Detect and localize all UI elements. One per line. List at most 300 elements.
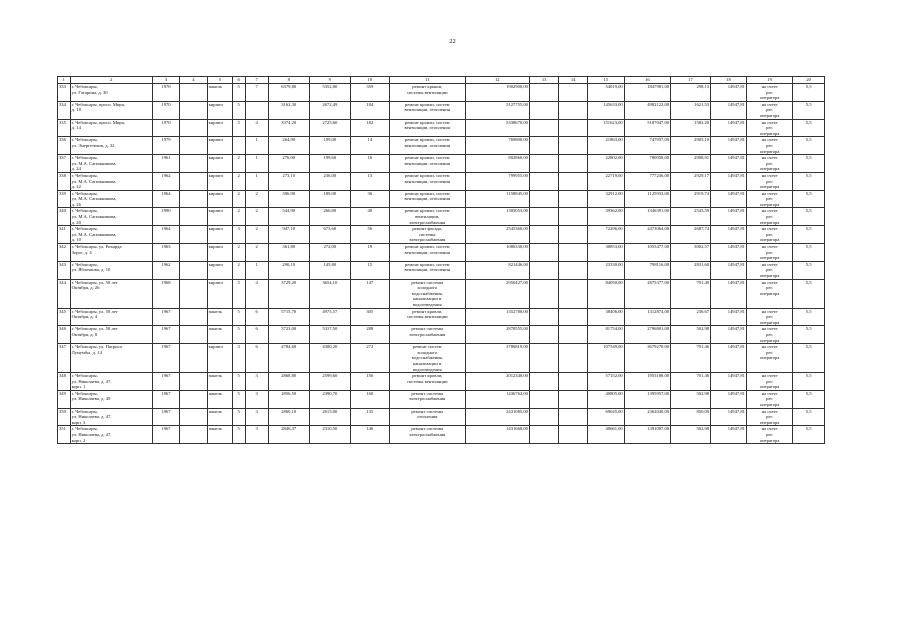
residents-cell: 182 (350, 119, 389, 137)
row-number: 340 (58, 208, 71, 226)
priority-cell: 5,5 (793, 172, 825, 190)
budget-cell (559, 261, 587, 279)
fund-method-cell: на счете рег. оператора (746, 279, 792, 308)
wall-material-cell: кирпич (207, 279, 232, 308)
address-cell: г. Чебоксары, ул. М.А. Сапожникова, д. 20 (70, 208, 152, 226)
budget-cell (559, 84, 587, 102)
year-cell: 1962 (152, 172, 179, 190)
unit-cost-cell: 3002,57 (671, 244, 711, 262)
page-number: 22 (449, 38, 456, 45)
year-cell: 1963 (152, 244, 179, 262)
residents-cell: 56 (350, 226, 389, 244)
column-number: 19 (746, 77, 792, 84)
work-type-cell: ремонт системы отопления (389, 408, 465, 426)
unit-cost-cell: 2831,60 (671, 261, 711, 279)
year-cell: 1962 (152, 261, 179, 279)
column-number: 8 (268, 77, 309, 84)
row-number: 334 (58, 101, 71, 119)
entrances-cell: 6 (245, 344, 268, 373)
owners-funds-cell: 1125933,00 (624, 190, 670, 208)
fund-method-cell: на счете рег. оператора (746, 326, 792, 344)
column-number: 1 (58, 77, 71, 84)
fund-method-cell: на счете рег. оператора (746, 244, 792, 262)
total-area-cell: 4784,60 (268, 344, 309, 373)
floors-cell: 2 (232, 208, 245, 226)
residents-cell: 305 (350, 308, 389, 326)
work-type-cell: ремонт кровли, системы вентиляции (389, 308, 465, 326)
budget-cell (529, 137, 559, 155)
table-row (58, 190, 825, 208)
year-modernized-cell (180, 190, 207, 208)
budget-cell (559, 119, 587, 137)
table-row (58, 155, 825, 173)
fund-method-cell: на счете рег. оператора (746, 408, 792, 426)
column-number: 14 (559, 77, 587, 84)
entrances-cell: 3 (245, 373, 268, 391)
work-type-cell: ремонт кровли, систем вентиляции, отопления (389, 155, 465, 173)
budget-cell (559, 408, 587, 426)
max-cost-cell: 14947,81 (711, 190, 747, 208)
owners-funds-cell: 1391007,00 (624, 426, 670, 444)
column-number: 3 (152, 77, 179, 84)
floors-cell: 2 (232, 261, 245, 279)
payment-cell: 40805,00 (587, 390, 624, 408)
table-row (58, 344, 825, 373)
total-area-cell: 2856,50 (268, 390, 309, 408)
work-type-cell: ремонт системы электроснабжения (389, 426, 465, 444)
owners-funds-cell: 1346391,00 (624, 208, 670, 226)
fund-method-cell: на счете рег. оператора (746, 426, 792, 444)
max-cost-cell: 14947,81 (711, 408, 747, 426)
work-type-cell: ремонт кровли, системы вентиляции (389, 373, 465, 391)
residents-cell: 288 (350, 326, 389, 344)
cost-cell: 5127755,00 (465, 101, 529, 119)
living-area-cell: 2725,60 (309, 119, 350, 137)
floors-cell: 5 (232, 279, 245, 308)
budget-cell (529, 119, 559, 137)
column-number-row (58, 77, 825, 84)
budget-cell (559, 208, 587, 226)
floors-cell: 5 (232, 426, 245, 444)
address-cell: г. Чебоксары, ул. Николаева, д. 47, корп. 1 (70, 373, 152, 391)
table-row (58, 279, 825, 308)
year-modernized-cell (180, 326, 207, 344)
payment-cell: 145633,00 (587, 101, 624, 119)
year-cell: 1967 (152, 373, 179, 391)
budget-cell (529, 244, 559, 262)
priority-cell: 5,5 (793, 137, 825, 155)
residents-cell: 272 (350, 344, 389, 373)
address-cell: г. Чебоксары, ул. М.А. Сапожникова, д. 22 (70, 172, 152, 190)
address-cell: г. Чебоксары, ул. Яблочкова, д. 10 (70, 261, 152, 279)
priority-cell: 5,5 (793, 119, 825, 137)
floors-cell: 5 (232, 308, 245, 326)
priority-cell: 5,5 (793, 261, 825, 279)
year-modernized-cell (180, 84, 207, 102)
priority-cell: 5,5 (793, 208, 825, 226)
row-number: 335 (58, 119, 71, 137)
unit-cost-cell: 2929,17 (671, 172, 711, 190)
max-cost-cell: 14947,81 (711, 101, 747, 119)
year-modernized-cell (180, 208, 207, 226)
address-cell: г. Чебоксары, ул. Гагарина, д. 30 (70, 84, 152, 102)
table-row (58, 426, 825, 444)
column-number: 13 (529, 77, 559, 84)
max-cost-cell: 14947,81 (711, 308, 747, 326)
row-number: 347 (58, 344, 71, 373)
unit-cost-cell: 701,46 (671, 373, 711, 391)
max-cost-cell: 14947,81 (711, 373, 747, 391)
owners-funds-cell: 777236,00 (624, 172, 670, 190)
budget-cell (559, 190, 587, 208)
fund-method-cell: на счете рег. оператора (746, 190, 792, 208)
priority-cell: 5,5 (793, 390, 825, 408)
floors-cell: 2 (232, 190, 245, 208)
column-number: 18 (711, 77, 747, 84)
total-area-cell: 2860,10 (268, 408, 309, 426)
payment-cell: 107549,00 (587, 344, 624, 373)
owners-funds-cell: 1955188,00 (624, 373, 670, 391)
work-type-cell: ремонт кровли, систем вентиляции, отопления (389, 190, 465, 208)
entrances-cell: 4 (245, 279, 268, 308)
year-modernized-cell (180, 390, 207, 408)
total-area-cell: 5723,00 (268, 326, 309, 344)
priority-cell: 5,5 (793, 155, 825, 173)
row-number: 346 (58, 326, 71, 344)
budget-cell (529, 208, 559, 226)
floors-cell (232, 137, 245, 155)
residents-cell: 40 (350, 208, 389, 226)
entrances-cell: 3 (245, 390, 268, 408)
total-area-cell: 361,80 (268, 244, 309, 262)
owners-funds-cell: 798116,00 (624, 261, 670, 279)
work-type-cell: ремонт кровли, систем вентиляции, отопления (389, 101, 465, 119)
entrances-cell: 1 (245, 261, 268, 279)
payment-cell: 39362,00 (587, 208, 624, 226)
cost-cell: 1158845,00 (465, 190, 529, 208)
living-area-cell: 236,00 (309, 172, 350, 190)
fund-method-cell: на счете рег. оператора (746, 226, 792, 244)
year-cell: 1967 (152, 308, 179, 326)
budget-cell (529, 261, 559, 279)
unit-cost-cell: 298,13 (671, 84, 711, 102)
total-area-cell: 6379,80 (268, 84, 309, 102)
year-modernized-cell (180, 261, 207, 279)
row-number: 336 (58, 137, 71, 155)
wall-material-cell: панель (207, 84, 232, 102)
column-number: 9 (309, 77, 350, 84)
column-number: 20 (793, 77, 825, 84)
owners-funds-cell: 2796801,00 (624, 326, 670, 344)
row-number: 343 (58, 261, 71, 279)
payment-cell: 72296,00 (587, 226, 624, 244)
budget-cell (529, 426, 559, 444)
residents-cell: 19 (350, 244, 389, 262)
floors-cell: 5 (232, 101, 245, 119)
residents-cell: 13 (350, 172, 389, 190)
owners-funds-cell: 2362040,00 (624, 408, 670, 426)
living-area-cell: 3654,10 (309, 279, 350, 308)
address-cell: г. Чебоксары, ул. Николаева, д. 47, корп. 2 (70, 426, 152, 444)
wall-material-cell: панель (207, 408, 232, 426)
max-cost-cell: 14947,81 (711, 172, 747, 190)
wall-material-cell: кирпич (207, 344, 232, 373)
living-area-cell: 272,00 (309, 244, 350, 262)
column-number: 2 (70, 77, 152, 84)
unit-cost-cell: 2905,10 (671, 137, 711, 155)
table-row (58, 308, 825, 326)
priority-cell: 5,5 (793, 373, 825, 391)
work-type-cell: ремонт кровли, систем вентиляции, отопления (389, 172, 465, 190)
residents-cell: 156 (350, 373, 389, 391)
total-area-cell: 5715,70 (268, 308, 309, 326)
wall-material-cell: кирпич (207, 119, 232, 137)
max-cost-cell: 14947,81 (711, 279, 747, 308)
budget-cell (529, 408, 559, 426)
payment-cell: 22719,00 (587, 172, 624, 190)
total-area-cell: 290,10 (268, 261, 309, 279)
living-area-cell: 2615,00 (309, 408, 350, 426)
table-row (58, 119, 825, 137)
year-cell: 1967 (152, 326, 179, 344)
budget-cell (559, 373, 587, 391)
fund-method-cell: на счете рег. оператора (746, 308, 792, 326)
entrances-cell: 6 (245, 326, 268, 344)
column-number: 6 (232, 77, 245, 84)
entrances-cell (245, 101, 268, 119)
budget-cell (529, 101, 559, 119)
entrances-cell: 2 (245, 226, 268, 244)
budget-cell (529, 279, 559, 308)
owners-funds-cell: 3679270,00 (624, 344, 670, 373)
max-cost-cell: 14947,81 (711, 426, 747, 444)
budget-cell (529, 226, 559, 244)
payment-cell: 81754,00 (587, 326, 624, 344)
unit-cost-cell: 2543,59 (671, 208, 711, 226)
owners-funds-cell: 1055477,00 (624, 244, 670, 262)
work-type-cell: ремонт кровли, систем вентиляции, отопления (389, 261, 465, 279)
fund-method-cell: на счете рег. оператора (746, 119, 792, 137)
row-number: 339 (58, 190, 71, 208)
year-modernized-cell (180, 279, 207, 308)
residents-cell: 16 (350, 155, 389, 173)
budget-cell (559, 344, 587, 373)
total-area-cell: 3729,20 (268, 279, 309, 308)
floors-cell: 5 (232, 408, 245, 426)
living-area-cell: 199,60 (309, 155, 350, 173)
address-cell: г. Чебоксары, ул. Патриса Лумумбы, д. 14 (70, 344, 152, 373)
residents-cell: 135 (350, 408, 389, 426)
living-area-cell: 673,60 (309, 226, 350, 244)
entrances-cell: 1 (245, 137, 268, 155)
total-area-cell: 3374,20 (268, 119, 309, 137)
row-number: 342 (58, 244, 71, 262)
priority-cell: 5,5 (793, 326, 825, 344)
table-row (58, 172, 825, 190)
max-cost-cell: 14947,81 (711, 208, 747, 226)
cost-cell: 769800,00 (465, 137, 529, 155)
wall-material-cell: панель (207, 373, 232, 391)
living-area-cell: 2310,50 (309, 426, 350, 444)
budget-cell (529, 390, 559, 408)
total-area-cell: 2846,37 (268, 426, 309, 444)
work-type-cell: ремонт системы электроснабжения (389, 326, 465, 344)
budget-cell (559, 155, 587, 173)
residents-cell: 36 (350, 190, 389, 208)
unit-cost-cell: 2908,91 (671, 155, 711, 173)
owners-funds-cell: 2473064,00 (624, 226, 670, 244)
fund-method-cell: на счете рег. оператора (746, 101, 792, 119)
max-cost-cell: 14947,81 (711, 119, 747, 137)
unit-cost-cell: 791,46 (671, 344, 711, 373)
row-number: 349 (58, 390, 71, 408)
year-modernized-cell (180, 408, 207, 426)
payment-cell: 84050,00 (587, 279, 624, 308)
residents-cell: 14 (350, 137, 389, 155)
wall-material-cell: кирпич (207, 137, 232, 155)
work-type-cell: ремонт крыши, системы вентиляции (389, 84, 465, 102)
budget-cell (529, 190, 559, 208)
year-cell: 1990 (152, 208, 179, 226)
unit-cost-cell: 1621,53 (671, 101, 711, 119)
unit-cost-cell: 2919,74 (671, 190, 711, 208)
wall-material-cell: панель (207, 308, 232, 326)
table-row (58, 137, 825, 155)
wall-material-cell: кирпич (207, 190, 232, 208)
table-row (58, 373, 825, 391)
budget-cell (559, 172, 587, 190)
unit-cost-cell: 791,49 (671, 279, 711, 308)
wall-material-cell: панель (207, 426, 232, 444)
row-number: 337 (58, 155, 71, 173)
total-area-cell: 273,10 (268, 172, 309, 190)
fund-method-cell: на счете рег. оператора (746, 172, 792, 190)
table-row (58, 326, 825, 344)
address-cell: г. Чебоксары, ул. Энергетиков, д. 32 (70, 137, 152, 155)
living-area-cell: 189,00 (309, 190, 350, 208)
max-cost-cell: 14947,81 (711, 326, 747, 344)
budget-cell (559, 390, 587, 408)
fund-method-cell: на счете рег. оператора (746, 137, 792, 155)
address-cell: г. Чебоксары, ул. Николаева, д. 47, корп. 3 (70, 408, 152, 426)
residents-cell: 146 (350, 426, 389, 444)
work-type-cell: ремонт систем холодного водоснабжения, канализации и водоотведения (389, 344, 465, 373)
owners-funds-cell: 747937,00 (624, 137, 670, 155)
priority-cell: 5,5 (793, 101, 825, 119)
entrances-cell: 2 (245, 244, 268, 262)
table-row (58, 261, 825, 279)
year-cell: 1964 (152, 226, 179, 244)
year-cell: 1967 (152, 426, 179, 444)
column-number: 4 (180, 77, 207, 84)
year-modernized-cell (180, 308, 207, 326)
year-cell: 1968 (152, 279, 179, 308)
address-cell: г. Чебоксары, просп. Мира, д. 14 (70, 119, 152, 137)
year-modernized-cell (180, 226, 207, 244)
residents-cell: 147 (350, 279, 389, 308)
column-number: 12 (465, 77, 529, 84)
row-number: 351 (58, 426, 71, 444)
row-number: 345 (58, 308, 71, 326)
year-modernized-cell (180, 244, 207, 262)
priority-cell: 5,5 (793, 426, 825, 444)
total-area-cell: 947,10 (268, 226, 309, 244)
max-cost-cell: 14947,81 (711, 84, 747, 102)
row-number: 344 (58, 279, 71, 308)
year-modernized-cell (180, 137, 207, 155)
table-row (58, 101, 825, 119)
address-cell: г. Чебоксары, ул. М.А. Сапожникова, д. 26 (70, 190, 152, 208)
fund-method-cell: на счете рег. оператора (746, 155, 792, 173)
unit-cost-cell: 850,00 (671, 408, 711, 426)
row-number: 333 (58, 84, 71, 102)
payment-cell: 22802,00 (587, 155, 624, 173)
payment-cell: 23330,00 (587, 261, 624, 279)
owners-funds-cell: 1395957,00 (624, 390, 670, 408)
year-modernized-cell (180, 426, 207, 444)
row-number: 338 (58, 172, 71, 190)
max-cost-cell: 14947,81 (711, 244, 747, 262)
fund-method-cell: на счете рег. оператора (746, 261, 792, 279)
fund-method-cell: на счете рег. оператора (746, 373, 792, 391)
payment-cell: 69045,00 (587, 408, 624, 426)
max-cost-cell: 14947,81 (711, 137, 747, 155)
wall-material-cell: кирпич (207, 172, 232, 190)
year-modernized-cell (180, 172, 207, 190)
budget-cell (559, 426, 587, 444)
cost-cell: 821446,00 (465, 261, 529, 279)
living-area-cell: 199,00 (309, 137, 350, 155)
work-type-cell: ремонт системы электроснабжения (389, 390, 465, 408)
cost-cell: 3786819,00 (465, 344, 529, 373)
payment-cell: 30853,00 (587, 244, 624, 262)
column-number: 5 (207, 77, 232, 84)
year-modernized-cell (180, 344, 207, 373)
floors-cell: 5 (232, 84, 245, 102)
max-cost-cell: 14947,81 (711, 344, 747, 373)
work-type-cell: ремонт кровли, систем вентиляции, отопления (389, 244, 465, 262)
living-area-cell: 266,80 (309, 208, 350, 226)
table-row (58, 390, 825, 408)
year-modernized-cell (180, 101, 207, 119)
floors-cell: 2 (232, 172, 245, 190)
budget-cell (559, 326, 587, 344)
budget-cell (559, 308, 587, 326)
cost-cell: 1436762,00 (465, 390, 529, 408)
payment-cell: 40661,00 (587, 426, 624, 444)
max-cost-cell: 14947,81 (711, 261, 747, 279)
entrances-cell: 6 (245, 308, 268, 326)
cost-cell: 1385053,00 (465, 208, 529, 226)
cost-cell: 2012340,00 (465, 373, 529, 391)
year-cell: 1970 (152, 84, 179, 102)
cost-cell: 2431085,00 (465, 408, 529, 426)
wall-material-cell: кирпич (207, 208, 232, 226)
living-area-cell: 4975,57 (309, 308, 350, 326)
year-modernized-cell (180, 155, 207, 173)
wall-material-cell: панель (207, 390, 232, 408)
residents-cell: 15 (350, 261, 389, 279)
budget-cell (529, 326, 559, 344)
living-area-cell: 4300,20 (309, 344, 350, 373)
total-area-cell: 3162,30 (268, 101, 309, 119)
total-area-cell: 396,90 (268, 190, 309, 208)
priority-cell: 5,5 (793, 244, 825, 262)
address-cell: г. Чебоксары, ул. 50 лет Октября, д. 26 (70, 279, 152, 308)
payment-cell: 54019,00 (587, 84, 624, 102)
owners-funds-cell: 1847981,00 (624, 84, 670, 102)
payment-cell: 57152,00 (587, 373, 624, 391)
